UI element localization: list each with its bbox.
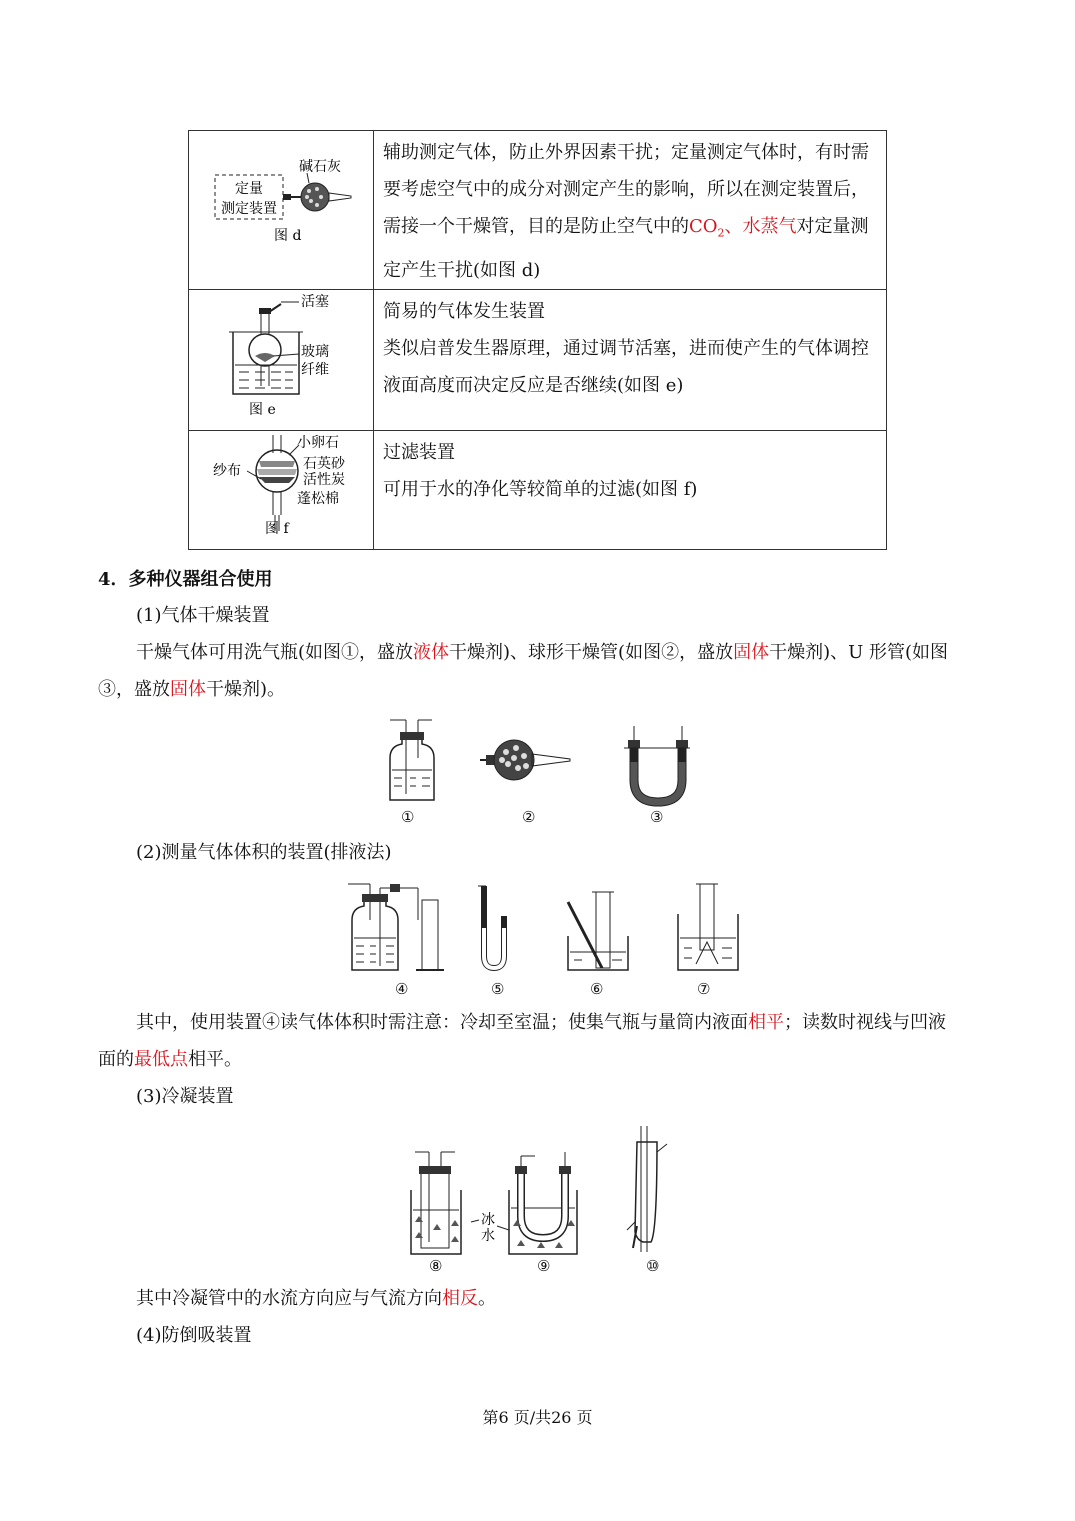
text-span: 面的 bbox=[98, 1049, 134, 1070]
condenser-icon bbox=[627, 1126, 667, 1252]
apparatus-text: 可用于水的净化等较简单的过滤(如图 f) bbox=[383, 478, 698, 500]
apparatus-title: 过滤装置 bbox=[383, 441, 455, 463]
fig-label: 活塞 bbox=[301, 293, 329, 310]
table-row bbox=[189, 131, 887, 290]
fig-label: 蓬松棉 bbox=[297, 490, 339, 507]
desc-text: 、 bbox=[724, 216, 743, 237]
text-span: 干燥剂)。 bbox=[206, 679, 286, 700]
ice-label: 冰 bbox=[481, 1212, 495, 1228]
condensation-figures bbox=[405, 1122, 685, 1258]
fig-caption: 图 d bbox=[274, 228, 302, 244]
figure-label: ⑩ bbox=[646, 1257, 660, 1275]
co2-highlight: CO bbox=[689, 216, 718, 237]
text-span: 干燥剂)、U 形管(如图 bbox=[769, 642, 949, 663]
figure-d-description bbox=[374, 131, 887, 290]
figure-d-drawing bbox=[189, 131, 373, 278]
subsection-title: (4)防倒吸装置 bbox=[136, 1325, 252, 1346]
subsection-title: (2)测量气体体积的装置(排液法) bbox=[136, 842, 392, 863]
fig-caption: 图 e bbox=[249, 401, 276, 418]
fig-label: 碱石灰 bbox=[299, 159, 341, 175]
beaker-u-tube-icon bbox=[509, 1152, 577, 1254]
text-span: 其中冷凝管中的水流方向应与气流方向 bbox=[136, 1288, 442, 1309]
section-heading: 4．多种仪器组合使用 bbox=[98, 569, 273, 590]
figure-label: ⑥ bbox=[590, 980, 604, 998]
desc-text: 对定量测定产生干扰(如图 d) bbox=[383, 216, 869, 281]
figure-f-cell bbox=[189, 430, 374, 549]
page-footer: 第6 页/共26 页 bbox=[482, 1408, 593, 1427]
table-row bbox=[189, 289, 887, 430]
text-span: 干燥剂)、球形干燥管(如图②，盛放 bbox=[449, 642, 734, 663]
highlight-text: 相平 bbox=[748, 1012, 784, 1033]
fig-label: 活性炭 bbox=[303, 471, 345, 488]
paragraph-line bbox=[98, 672, 285, 708]
figure-label: ④ bbox=[395, 980, 409, 998]
subsection-title: (1)气体干燥装置 bbox=[136, 605, 270, 626]
figure-e-description bbox=[374, 289, 887, 430]
co2-subscript: 2 bbox=[717, 226, 725, 240]
beaker-tube-icon bbox=[568, 892, 628, 970]
fig-label: 纱布 bbox=[213, 462, 241, 479]
u-tube-icon bbox=[624, 726, 690, 802]
ice-label: 水 bbox=[481, 1228, 495, 1244]
text-span: ③，盛放 bbox=[98, 679, 170, 700]
fig-label: 测定装置 bbox=[221, 201, 277, 217]
figure-label: ① bbox=[401, 808, 415, 826]
fig-label: 定量 bbox=[235, 181, 263, 197]
fig-label: 玻璃 bbox=[301, 343, 329, 360]
gas-volume-figures bbox=[346, 880, 746, 976]
fig-label: 小卵石 bbox=[297, 434, 339, 451]
paragraph-line bbox=[136, 635, 948, 671]
figure-d-cell bbox=[189, 131, 374, 290]
figure-e-cell bbox=[189, 289, 374, 430]
fig-label: 石英砂 bbox=[303, 455, 345, 472]
text-span: ；读数时视线与凹液 bbox=[784, 1012, 946, 1033]
beaker-funnel-icon bbox=[678, 884, 738, 970]
table-row bbox=[189, 430, 887, 549]
highlight-text: 相反 bbox=[442, 1288, 478, 1309]
apparatus-table bbox=[188, 130, 887, 550]
figure-label: ⑧ bbox=[429, 1257, 443, 1275]
figure-label: ③ bbox=[650, 808, 664, 826]
fig-caption: 图 f bbox=[265, 520, 289, 537]
drying-tube-icon bbox=[480, 740, 570, 780]
highlight-text: 最低点 bbox=[134, 1049, 188, 1070]
u-manometer-icon bbox=[478, 886, 504, 968]
paragraph-line bbox=[136, 1005, 946, 1041]
figure-label: ⑤ bbox=[491, 980, 505, 998]
bottle-cylinder-icon bbox=[348, 884, 444, 970]
text-span: 。 bbox=[478, 1288, 496, 1309]
figure-label: ② bbox=[522, 808, 536, 826]
paragraph-line bbox=[98, 1042, 242, 1078]
text-span: 其中，使用装置④读气体体积时需注意：冷却至室温；使集气瓶与量筒内液面 bbox=[136, 1012, 748, 1033]
highlight-text: 液体 bbox=[413, 642, 450, 663]
fig-label: 纤维 bbox=[301, 361, 329, 378]
paragraph-line bbox=[136, 1281, 496, 1317]
text-span: 相平。 bbox=[188, 1049, 242, 1070]
gas-washing-bottle-icon bbox=[390, 720, 434, 800]
figure-e-drawing bbox=[189, 290, 373, 427]
drying-apparatus-figures bbox=[380, 718, 700, 810]
beaker-bottle-icon bbox=[411, 1152, 461, 1254]
subsection-title: (3)冷凝装置 bbox=[136, 1086, 234, 1107]
figure-f-drawing bbox=[189, 431, 373, 546]
highlight-text: 固体 bbox=[170, 679, 206, 700]
highlight-text: 固体 bbox=[733, 642, 770, 663]
figure-label: ⑨ bbox=[537, 1257, 551, 1275]
text-span: 干燥气体可用洗气瓶(如图①，盛放 bbox=[136, 642, 414, 663]
figure-label: ⑦ bbox=[697, 980, 711, 998]
water-vapor-highlight: 水蒸气 bbox=[742, 216, 797, 237]
apparatus-title: 简易的气体发生装置 bbox=[383, 300, 545, 322]
figure-f-description bbox=[374, 430, 887, 549]
desc-text: 辅助测定气体，防止外界因素干扰；定量测定气体时，有时需要考虑空气中的成分对测定产生的影响，所以在测定装置后，需接一个干燥管，目的是防止空气中的 bbox=[383, 142, 869, 237]
apparatus-text: 类似启普发生器原理，通过调节活塞，进而使产生的气体调控液面高度而决定反应是否继续(如图 e) bbox=[383, 337, 869, 396]
